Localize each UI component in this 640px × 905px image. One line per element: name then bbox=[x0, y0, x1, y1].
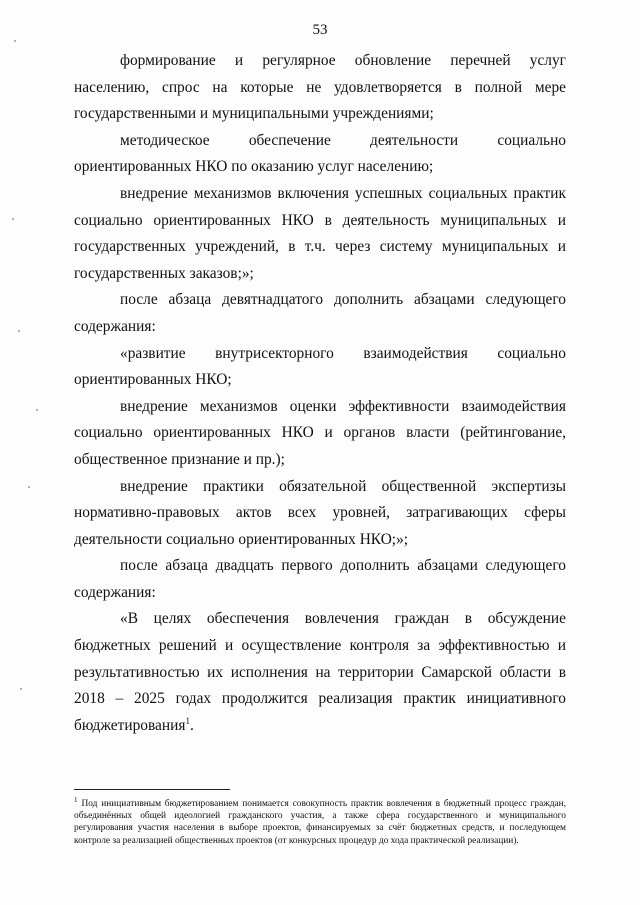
footnote-reference[interactable]: 1 bbox=[185, 715, 190, 726]
page-number: 53 bbox=[312, 22, 328, 38]
paragraph-initiative-budgeting bbox=[74, 606, 566, 739]
footnote bbox=[74, 795, 566, 847]
paragraph-list-item-4: «развитие внутрисекторного взаимодействия социально ориентированных НКО; bbox=[74, 344, 566, 389]
scan-speck bbox=[14, 40, 16, 42]
footnote-marker: 1 bbox=[74, 795, 78, 804]
footnote-text: Под инициативным бюджетированием понимается совокупность практик вовлечения в бюджетный процесс граждан, объединённых общей идеологией гражданского участия, а также сфера государственного и муниципального регулирования участия населения в выборе проектов, финансируемых за счёт бюджетных средств, и последующем контроле за реализацией общественных проектов (от конкурсных процедур до хода практической реализации). bbox=[74, 799, 566, 846]
paragraph-list-item-1: формирование и регулярное обновление перечней услуг населению, спрос на которые не удовлетворяется в полной мере государственными и муниципальными учреждениями; bbox=[74, 52, 566, 123]
scan-speck bbox=[12, 218, 14, 220]
paragraph-tail: . bbox=[189, 716, 194, 734]
paragraph-list-item-5: внедрение механизмов оценки эффективности взаимодействия социально ориентированных НКО и органов власти (рейтингование, общественное признание и пр.); bbox=[74, 397, 566, 468]
paragraph-amendment-instruction-1: после абзаца девятнадцатого дополнить абзацами следующего содержания: bbox=[74, 291, 566, 335]
paragraph-list-item-6: внедрение практики обязательной общественной экспертизы нормативно-правовых актов всех уровней, затрагивающих сферы деятельности социально ориентированных НКО;»; bbox=[74, 477, 566, 548]
paragraph-amendment-instruction-2: после абзаца двадцать первого дополнить абзацами следующего содержания: bbox=[74, 557, 566, 601]
scan-speck bbox=[28, 486, 30, 488]
body-text bbox=[74, 48, 566, 739]
paragraph-list-item-2: методическое обеспечение деятельности социально ориентированных НКО по оказанию услуг населению; bbox=[74, 131, 566, 176]
scan-speck bbox=[18, 330, 20, 332]
footnote-separator bbox=[74, 789, 230, 790]
paragraph-list-item-3: внедрение механизмов включения успешных социальных практик социально ориентированных НКО в деятельность муниципальных и государственных учреждений, в т.ч. через систему муниципальных и государственных заказов;»; bbox=[74, 184, 566, 282]
paragraph-initiative-budgeting-text: «В целях обеспечения вовлечения граждан в обсуждение бюджетных решений и осуществление контроля за эффективностью и результативностью их исполнения на территории Самарской области в 2018 – 2025 годах продолжится реализация практик инициативного бюджетирования bbox=[74, 610, 566, 734]
scan-speck bbox=[36, 409, 38, 411]
scan-speck bbox=[20, 688, 22, 690]
